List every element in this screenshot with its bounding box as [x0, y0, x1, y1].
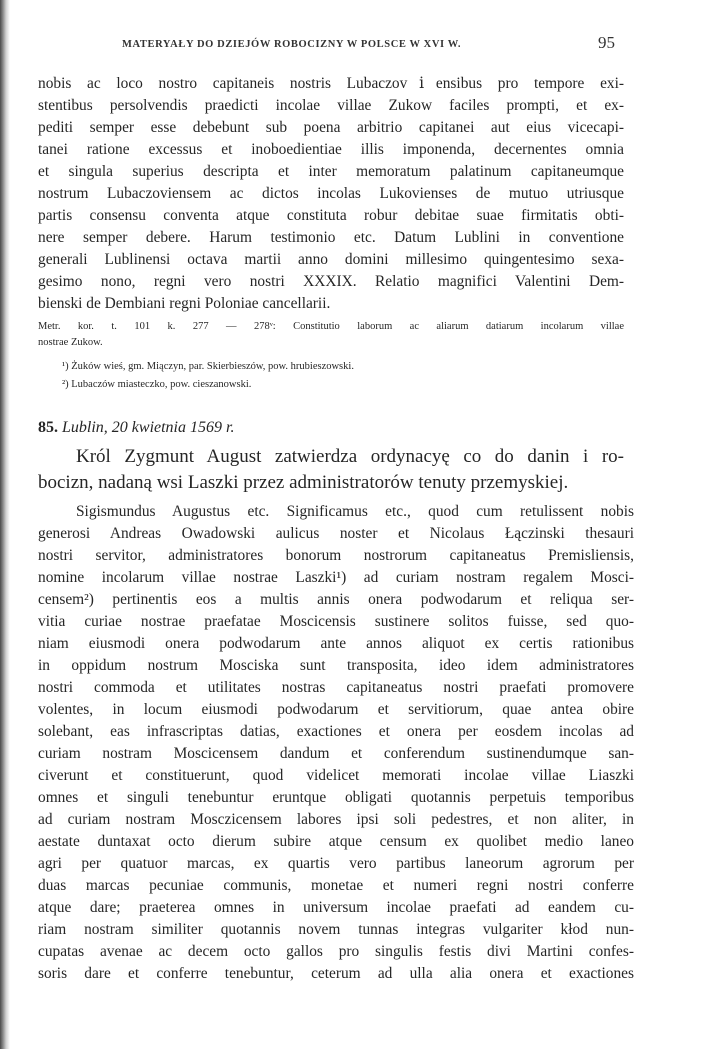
body-line: cupatas avenae ac decem octo gallos pro singulis festis divi Martini confes-: [38, 943, 634, 960]
body-line: solebant, eas infrascriptas datias, exactiones et onera per eosdem incolas ad: [38, 723, 634, 740]
body-line: curiam nostram Moscicensem dandum et conferendum sustinendumque san-: [38, 745, 634, 762]
text-line: partis consensu conventa atque constituta robur debitae suae firmitatis obti-: [38, 207, 624, 224]
footnote: ¹) Żuków wieś, gm. Miączyn, par. Skierbieszów, pow. hrubieszowski.: [62, 361, 354, 372]
body-line: riam nostram similiter quotannis novem tunnas integras vulgariter kłod nun-: [38, 921, 634, 938]
body-line: civerunt et constituerunt, quod videlicet memorati incolae villae Liaszki: [38, 767, 634, 784]
text-line: gesimo nono, regni vero nostri XXXIX. Relatio magnifici Valentini Dem-: [38, 273, 624, 290]
text-line: nere semper debere. Harum testimonio etc. Datum Lublini in conventione: [38, 229, 624, 246]
text-line: stentibus persolvendis praedicti incolae villae Zukow faciles prompti, et ex-: [38, 97, 624, 114]
binding-edge-shadow: [0, 0, 10, 1049]
text-line: generali Lublinensi octava martii anno domini millesimo quingentesimo sexa-: [38, 251, 624, 268]
text-line: bienski de Dembiani regni Poloniae cancellarii.: [38, 295, 331, 312]
page-number: 95: [598, 33, 615, 52]
body-line: niam eiusmodi onera podwodarum ante annos aliquot ex certis rationibus: [38, 635, 634, 652]
body-line: duas marcas pecuniae communis, monetae et numeri regni nostri conferre: [38, 877, 634, 894]
footnote: ²) Lubaczów miasteczko, pow. cieszanowski.: [62, 379, 252, 390]
body-line: omnes et singuli tenebuntur eruntque obligati quotannis perpetuis temporibus: [38, 789, 634, 806]
body-line: censem²) pertinentis eos a multis annis onera podwodarum et reliqua ser-: [38, 591, 634, 608]
body-line: atque dare; praeterea omnes in universum incolae praefati ad eandem cu-: [38, 899, 634, 916]
body-line: in oppidum nostrum Mosciska sunt transposita, ideo idem administratores: [38, 657, 634, 674]
body-line: generosi Andreas Owadowski aulicus noster et Nicolaus Łączinski thesauri: [38, 525, 634, 542]
text-line: et singula superius descripta et inter memoratum palatinum capitaneumque: [38, 163, 624, 180]
document-number: 85.: [38, 419, 58, 436]
text-line: pediti semper esse debebunt sub poena arbitrio capitanei aut eius vicecapi-: [38, 119, 624, 136]
source-note: Metr. kor. t. 101 k. 277 — 278ᵛ: Constitutio laborum ac aliarum datiarum incolarum villae: [38, 321, 624, 332]
text-line: nobis ac loco nostro capitaneis nostris Lubaczovⅰensibus pro tempore exi-: [38, 75, 624, 92]
source-note: nostrae Zukow.: [38, 337, 103, 348]
body-line: Sigismundus Augustus etc. Significamus etc., quod cum retulissent nobis: [76, 503, 634, 520]
running-head: MATERYAŁY DO DZIEJÓW ROBOCIZNY W POLSCE W XVI W.: [122, 39, 462, 50]
document-heading: [38, 418, 234, 438]
body-line: nostri servitor, administratores bonorum nostrorum capitaneatus Premisliensis,: [38, 547, 634, 564]
body-line: ad curiam nostram Mosczicensem labores ipsi soli pedestres, et non aliter, in: [38, 811, 634, 828]
body-line: nomine incolarum villae nostrae Laszki¹) ad curiam nostram regalem Mosci-: [38, 569, 634, 586]
body-line: soris dare et conferre tenebuntur, ceterum ad ulla alia onera et exactiones: [38, 965, 634, 982]
body-line: agri per quatuor marcas, ex quartis vero partibus laneorum agrorum per: [38, 855, 634, 872]
text-line: tanei ratione excessus et inoboedientiae illis imponenda, decernentes omnia: [38, 141, 624, 158]
document-place-date: Lublin, 20 kwietnia 1569 r.: [62, 419, 235, 436]
body-line: volentes, in locum eiusmodi podwodarum et servitiorum, quae antea obire: [38, 701, 634, 718]
body-line: aestate duntaxat octo dierum subire atque censum ex quolibet medio laneo: [38, 833, 634, 850]
body-line: vitia curiae nostrae praefatae Moscicensis sustinere solitos fuisse, sed quo-: [38, 613, 634, 630]
document-summary-line: Król Zygmunt August zatwierdza ordynacyę co do danin i ro-: [76, 446, 624, 467]
text-line: nostrum Lubaczoviensem ac dictos incolas Lukovienses de mutuo utriusque: [38, 185, 624, 202]
body-line: nostri commoda et utilitates nostras capitaneatus nostri praefati promovere: [38, 679, 634, 696]
document-summary-line: bocizn, nadaną wsi Laszki przez administratorów tenuty przemyskiej.: [38, 472, 569, 493]
